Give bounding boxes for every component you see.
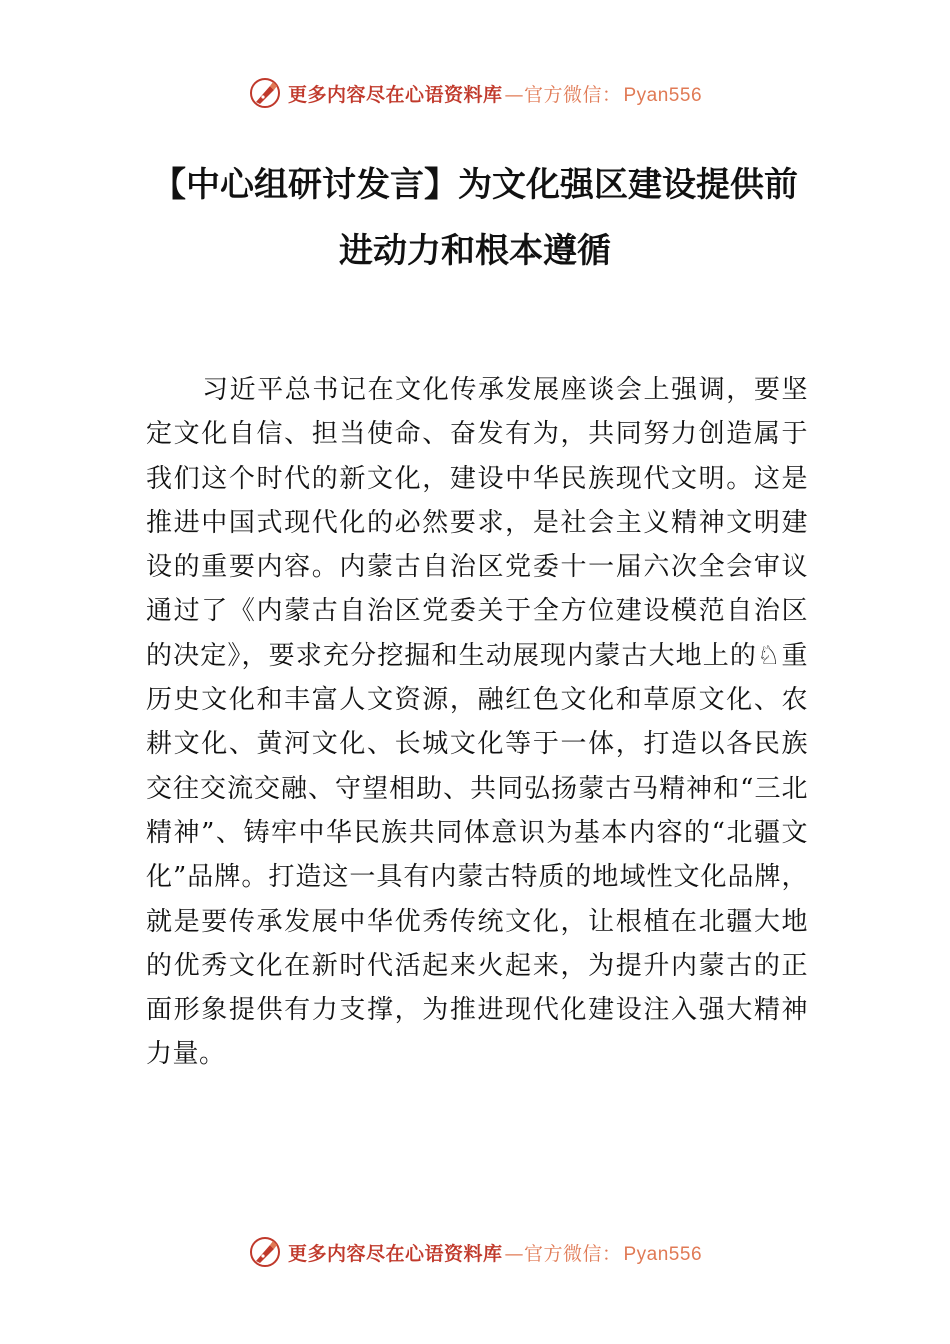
footer-banner	[0, 1232, 950, 1272]
banner-wechat-id: Pyan556	[623, 1243, 703, 1265]
banner-wechat-label: —官方微信：	[504, 1242, 622, 1265]
banner-main-text: 更多内容尽在心语资料库	[287, 83, 503, 106]
banner-main-text: 更多内容尽在心语资料库	[287, 1242, 503, 1265]
pen-nib-logo-icon	[248, 76, 282, 110]
pen-nib-logo-icon	[248, 1235, 282, 1269]
banner-wechat-label: —官方微信：	[504, 83, 622, 106]
title-line-1: 【中心组研讨发言】为文化强区建设提供前	[152, 165, 798, 205]
header-banner	[0, 73, 950, 113]
body-paragraph: 习近平总书记在文化传承发展座谈会上强调，要坚定文化自信、担当使命、奋发有为，共同努力创造属于我们这个时代的新文化，建设中华民族现代文明。这是推进中国式现代化的必然要求，是社会主义精神文明建设的重要内容。内蒙古自治区党委十一届六次全会审议通过了《内蒙古自治区党委关于全方位建设模范自治区的决定》，要求充分挖掘和生动展现内蒙古大地上的♘重历史文化和丰富人文资源，融红色文化和草原文化、农耕文化、黄河文化、长城文化等于一体，打造以各民族交往交流交融、守望相助、共同弘扬蒙古马精神和“三北精神”、铸牢中华民族共同体意识为基本内容的“北疆文化”品牌。打造这一具有内蒙古特质的地域性文化品牌，就是要传承发展中华优秀传统文化，让根植在北疆大地的优秀文化在新时代活起来火起来，为提升内蒙古的正面形象提供有力支撑，为推进现代化建设注入强大精神力量。	[146, 375, 808, 1070]
title-line-2: 进动力和根本遵循	[339, 231, 611, 271]
banner-wechat-id: Pyan556	[623, 84, 703, 106]
document-title	[140, 152, 810, 284]
